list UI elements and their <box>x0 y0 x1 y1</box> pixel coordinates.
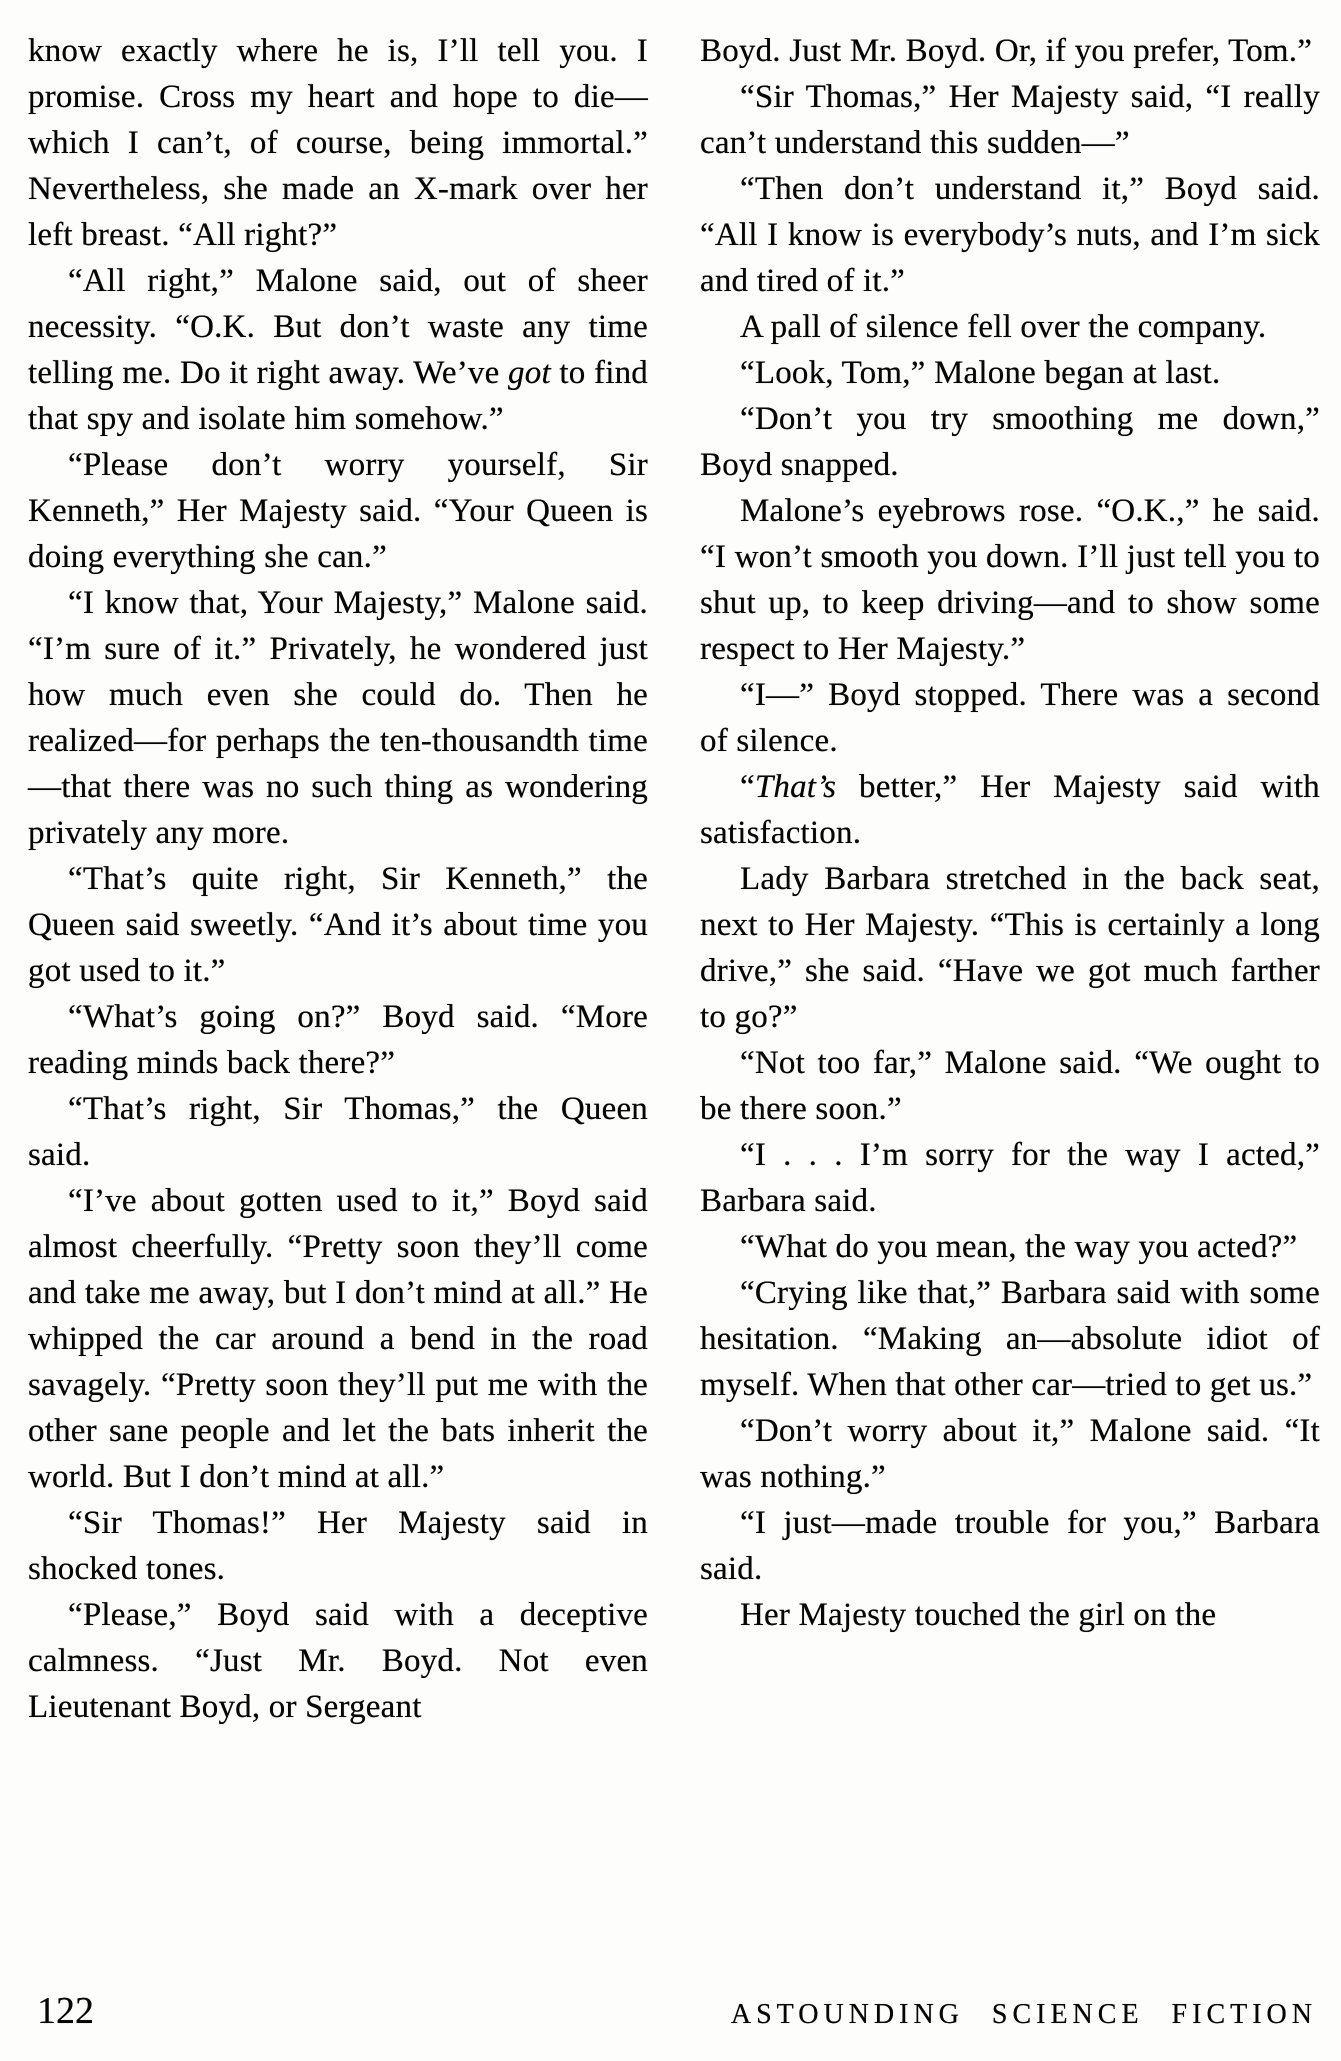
text-segment: Boyd. Just Mr. Boyd. Or, if you prefer, Tom.” <box>700 33 1313 69</box>
paragraph <box>700 74 1320 166</box>
text-segment: “I—” Boyd stopped. There was a second of silence. <box>700 677 1320 759</box>
text-column-left <box>28 28 648 1730</box>
paragraph <box>28 1500 648 1592</box>
text-segment: “Don’t worry about it,” Malone said. “It was nothing.” <box>700 1413 1320 1495</box>
text-segment: A pall of silence fell over the company. <box>740 309 1267 345</box>
paragraph <box>700 166 1320 304</box>
paragraph <box>700 764 1320 856</box>
text-segment: “That’s right, Sir Thomas,” the Queen said. <box>28 1091 648 1173</box>
paragraph <box>700 1040 1320 1132</box>
paragraph <box>28 1178 648 1500</box>
text-segment: Her Majesty touched the girl on the <box>740 1597 1217 1633</box>
italic-text: got <box>508 355 551 391</box>
text-segment: “Sir Thomas,” Her Majesty said, “I really can’t understand this sudden—” <box>700 79 1320 161</box>
text-segment: “Sir Thomas!” Her Majesty said in shocked tones. <box>28 1505 648 1587</box>
paragraph <box>28 1086 648 1178</box>
text-segment: Lady Barbara stretched in the back seat, next to Her Majesty. “This is certainly a long drive,” she said. “Have we got much farther to go?” <box>700 861 1320 1035</box>
text-segment: “ <box>740 769 755 805</box>
page-number: 122 <box>37 1990 94 2032</box>
paragraph <box>28 856 648 994</box>
paragraph <box>28 442 648 580</box>
two-column-text-block <box>28 28 1320 1730</box>
paragraph <box>28 1592 648 1730</box>
text-segment: “Don’t you try smoothing me down,” Boyd snapped. <box>700 401 1320 483</box>
paragraph <box>700 304 1320 350</box>
paragraph <box>28 580 648 856</box>
paragraph <box>700 488 1320 672</box>
text-segment: know exactly where he is, I’ll tell you. I promise. Cross my heart and hope to die—which I can’t, of course, being immortal.” Nevertheless, she made an X-mark over her left breast. “All right?” <box>28 33 648 253</box>
paragraph <box>28 994 648 1086</box>
paragraph <box>700 1408 1320 1500</box>
paragraph <box>700 672 1320 764</box>
text-segment: “Not too far,” Malone said. “We ought to be there soon.” <box>700 1045 1320 1127</box>
italic-text: That’s <box>754 769 837 805</box>
page-footer <box>37 1992 1317 2030</box>
text-segment: “I just—made trouble for you,” Barbara said. <box>700 1505 1320 1587</box>
paragraph <box>700 856 1320 1040</box>
paragraph <box>28 28 648 258</box>
text-segment: to find that spy and isolate him somehow.” <box>28 355 648 437</box>
text-segment: “Look, Tom,” Malone began at last. <box>740 355 1221 391</box>
text-segment: “All right,” Malone said, out of sheer necessity. “O.K. But don’t waste any time telling me. Do it right away. We’ve <box>28 263 648 391</box>
paragraph <box>700 396 1320 488</box>
text-segment: “I . . . I’m sorry for the way I acted,” Barbara said. <box>700 1137 1320 1219</box>
paragraph <box>28 258 648 442</box>
text-segment: Malone’s eyebrows rose. “O.K.,” he said. “I won’t smooth you down. I’ll just tell you to shut up, to keep driving—and to show some respect to Her Majesty.” <box>700 493 1320 667</box>
text-segment: “What do you mean, the way you acted?” <box>740 1229 1298 1265</box>
running-title: ASTOUNDING SCIENCE FICTION <box>730 1999 1317 2030</box>
paragraph <box>700 1500 1320 1592</box>
paragraph <box>700 1270 1320 1408</box>
text-segment: “Please,” Boyd said with a deceptive calmness. “Just Mr. Boyd. Not even Lieutenant Boyd, or Sergeant <box>28 1597 648 1725</box>
text-segment: better,” Her Majesty said with satisfaction. <box>700 769 1320 851</box>
text-column-right <box>700 28 1320 1730</box>
paragraph <box>700 350 1320 396</box>
text-segment: “That’s quite right, Sir Kenneth,” the Queen said sweetly. “And it’s about time you got used to it.” <box>28 861 648 989</box>
paragraph <box>700 1132 1320 1224</box>
text-segment: “Crying like that,” Barbara said with some hesitation. “Making an—absolute idiot of myself. When that other car—tried to get us.” <box>700 1275 1320 1403</box>
text-segment: “Then don’t understand it,” Boyd said. “All I know is everybody’s nuts, and I’m sick and tired of it.” <box>700 171 1320 299</box>
paragraph <box>700 1592 1320 1638</box>
paragraph <box>700 1224 1320 1270</box>
paragraph <box>700 28 1320 74</box>
text-segment: “Please don’t worry yourself, Sir Kenneth,” Her Majesty said. “Your Queen is doing everything she can.” <box>28 447 648 575</box>
text-segment: “I’ve about gotten used to it,” Boyd said almost cheerfully. “Pretty soon they’ll come and take me away, but I don’t mind at all.” He whipped the car around a bend in the road savagely. “Pretty soon they’ll put me with the other sane people and let the bats inherit the world. But I don’t mind at all.” <box>28 1183 648 1495</box>
text-segment: “I know that, Your Majesty,” Malone said. “I’m sure of it.” Privately, he wondered just how much even she could do. Then he realized—for perhaps the ten-thousandth time—that there was no such thing as wondering privately any more. <box>28 585 648 851</box>
text-segment: “What’s going on?” Boyd said. “More reading minds back there?” <box>28 999 648 1081</box>
